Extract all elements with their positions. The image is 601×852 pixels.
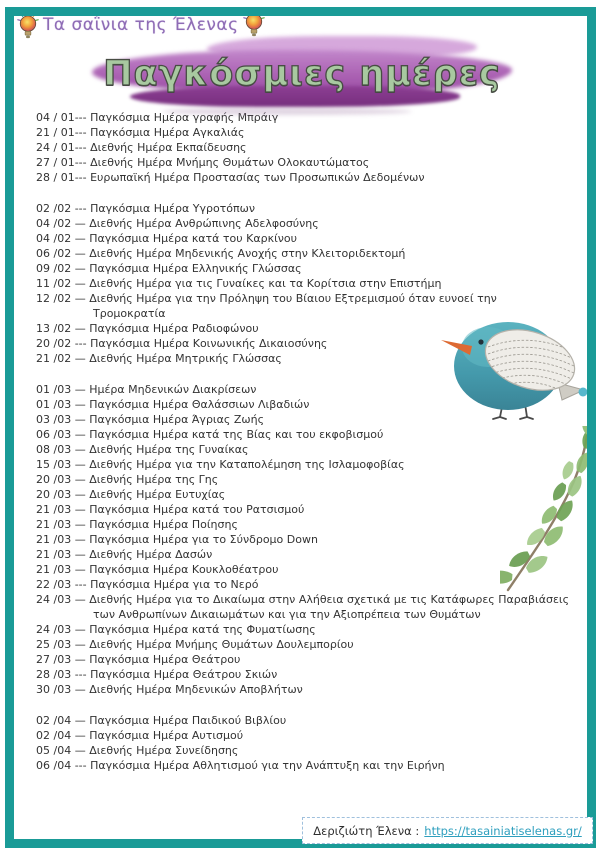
day-entry: 15 /03 — Διεθνής Ημέρα για την Καταπολέμηση της Ισλαμοφοβίας	[36, 458, 405, 471]
day-entry: 21 /03 — Παγκόσμια Ημέρα Κουκλοθέατρου	[36, 563, 279, 576]
day-entry: 20 /02 --- Παγκόσμια Ημέρα Κοινωνικής Δικαιοσύνης	[36, 337, 328, 350]
day-entry: 24 /03 — Παγκόσμια Ημέρα κατά της Φυματίωσης	[36, 623, 316, 636]
day-entry: 22 /03 --- Παγκόσμια Ημέρα για το Νερό	[36, 578, 259, 591]
day-entry: 11 /02 — Διεθνής Ημέρα για τις Γυναίκες και τα Κορίτσια στην Επιστήμη	[36, 277, 442, 290]
day-entry: 01 /03 — Παγκόσμια Ημέρα Θαλάσσιων Λιβαδιών	[36, 398, 310, 411]
day-entry: 02 /02 --- Παγκόσμια Ημέρα Υγροτόπων	[36, 202, 256, 215]
day-entry: 02 /04 — Παγκόσμια Ημέρα Παιδικού Βιβλίου	[36, 714, 287, 727]
site-link[interactable]: https://tasainiatiselenas.gr/	[424, 823, 582, 838]
day-entry: 28 / 01--- Ευρωπαϊκή Ημέρα Προστασίας των Προσωπικών Δεδομένων	[36, 171, 425, 184]
day-entry: 13 /02 — Παγκόσμια Ημέρα Ραδιοφώνου	[36, 322, 259, 335]
page-title: Παγκόσμιες ημέρες	[103, 54, 501, 94]
month-group-04	[36, 713, 570, 773]
day-entry: 09 /02 — Παγκόσμια Ημέρα Ελληνικής Γλώσσας	[36, 262, 302, 275]
days-list	[36, 110, 570, 789]
day-entry: 20 /03 — Διεθνής Ημέρα Ευτυχίας	[36, 488, 226, 501]
day-entry: 21 /03 — Παγκόσμια Ημέρα Ποίησης	[36, 518, 238, 531]
month-group-03	[36, 382, 570, 697]
day-entry: 04 /02 — Παγκόσμια Ημέρα κατά του Καρκίνου	[36, 232, 298, 245]
month-group-01	[36, 110, 570, 185]
day-entry: 24 / 01--- Διεθνής Ημέρα Εκπαίδευσης	[36, 141, 247, 154]
day-entry: 02 /04 — Παγκόσμια Ημέρα Αυτισμού	[36, 729, 244, 742]
day-entry: 25 /03 — Διεθνής Ημέρα Μνήμης Θυμάτων Δουλεμπορίου	[36, 638, 354, 651]
day-entry: 27 /03 — Παγκόσμια Ημέρα Θεάτρου	[36, 653, 241, 666]
day-entry: 20 /03 — Διεθνής Ημέρα της Γης	[36, 473, 219, 486]
day-entry: 04 / 01--- Παγκόσμια Ημέρα γραφής Μπράιγ	[36, 111, 279, 124]
day-entry: 06 /03 — Παγκόσμια Ημέρα κατά της Βίας και του εκφοβισμού	[36, 428, 384, 441]
day-entry: 04 /02 — Διεθνής Ημέρα Ανθρώπινης Αδελφοσύνης	[36, 217, 319, 230]
day-entry: 21 /03 — Παγκόσμια Ημέρα κατά του Ρατσισμού	[36, 503, 305, 516]
title-banner	[92, 34, 512, 116]
day-entry: 21 / 01--- Παγκόσμια Ημέρα Αγκαλιάς	[36, 126, 245, 139]
lightbulb-icon	[16, 11, 40, 42]
day-entry: 21 /03 — Παγκόσμια Ημέρα για το Σύνδρομο Down	[36, 533, 318, 546]
day-entry: 12 /02 — Διεθνής Ημέρα για την Πρόληψη του Βίαιου Εξτρεμισμού όταν ευνοεί την Τρομοκρατία	[36, 292, 497, 320]
day-entry: 30 /03 — Διεθνής Ημέρα Μηδενικών Αποβλήτων	[36, 683, 303, 696]
day-entry: 05 /04 — Διεθνής Ημέρα Συνείδησης	[36, 744, 239, 757]
watercolor-reflection	[162, 108, 412, 115]
lightbulb-icon	[242, 9, 266, 40]
day-entry: 01 /03 — Ημέρα Μηδενικών Διακρίσεων	[36, 383, 257, 396]
day-entry: 21 /03 — Διεθνής Ημέρα Δασών	[36, 548, 213, 561]
author-name: Δεριζιώτη Έλενα :	[313, 823, 420, 838]
day-entry: 21 /02 — Διεθνής Ημέρα Μητρικής Γλώσσας	[36, 352, 282, 365]
month-group-02	[36, 201, 570, 366]
day-entry: 28 /03 --- Παγκόσμια Ημέρα Θεάτρου Σκιών	[36, 668, 278, 681]
day-entry: 06 /02 — Διεθνής Ημέρα Μηδενικής Ανοχής στην Κλειτοριδεκτομή	[36, 247, 406, 260]
day-entry: 08 /03 — Διεθνής Ημέρα της Γυναίκας	[36, 443, 249, 456]
day-entry: 24 /03 — Διεθνής Ημέρα για το Δικαίωμα στην Αλήθεια σχετικά με τις Κατάφωρες Παραβιάσεις των Ανθρωπίνων Δικαιωμάτων και για την Αξιοπρέπεια των Θυμάτων	[36, 593, 570, 621]
day-entry: 06 /04 --- Παγκόσμια Ημέρα Αθλητισμού για την Ανάπτυξη και την Ειρήνη	[36, 759, 445, 772]
day-entry: 27 / 01--- Διεθνής Ημέρα Μνήμης Θυμάτων Ολοκαυτώματος	[36, 156, 370, 169]
footer-credit	[302, 817, 593, 844]
day-entry: 03 /03 — Παγκόσμια Ημέρα Άγριας Ζωής	[36, 413, 265, 426]
site-logo-text: Τα σαΐνια της Έλενας	[43, 15, 239, 35]
site-logo	[16, 11, 266, 42]
